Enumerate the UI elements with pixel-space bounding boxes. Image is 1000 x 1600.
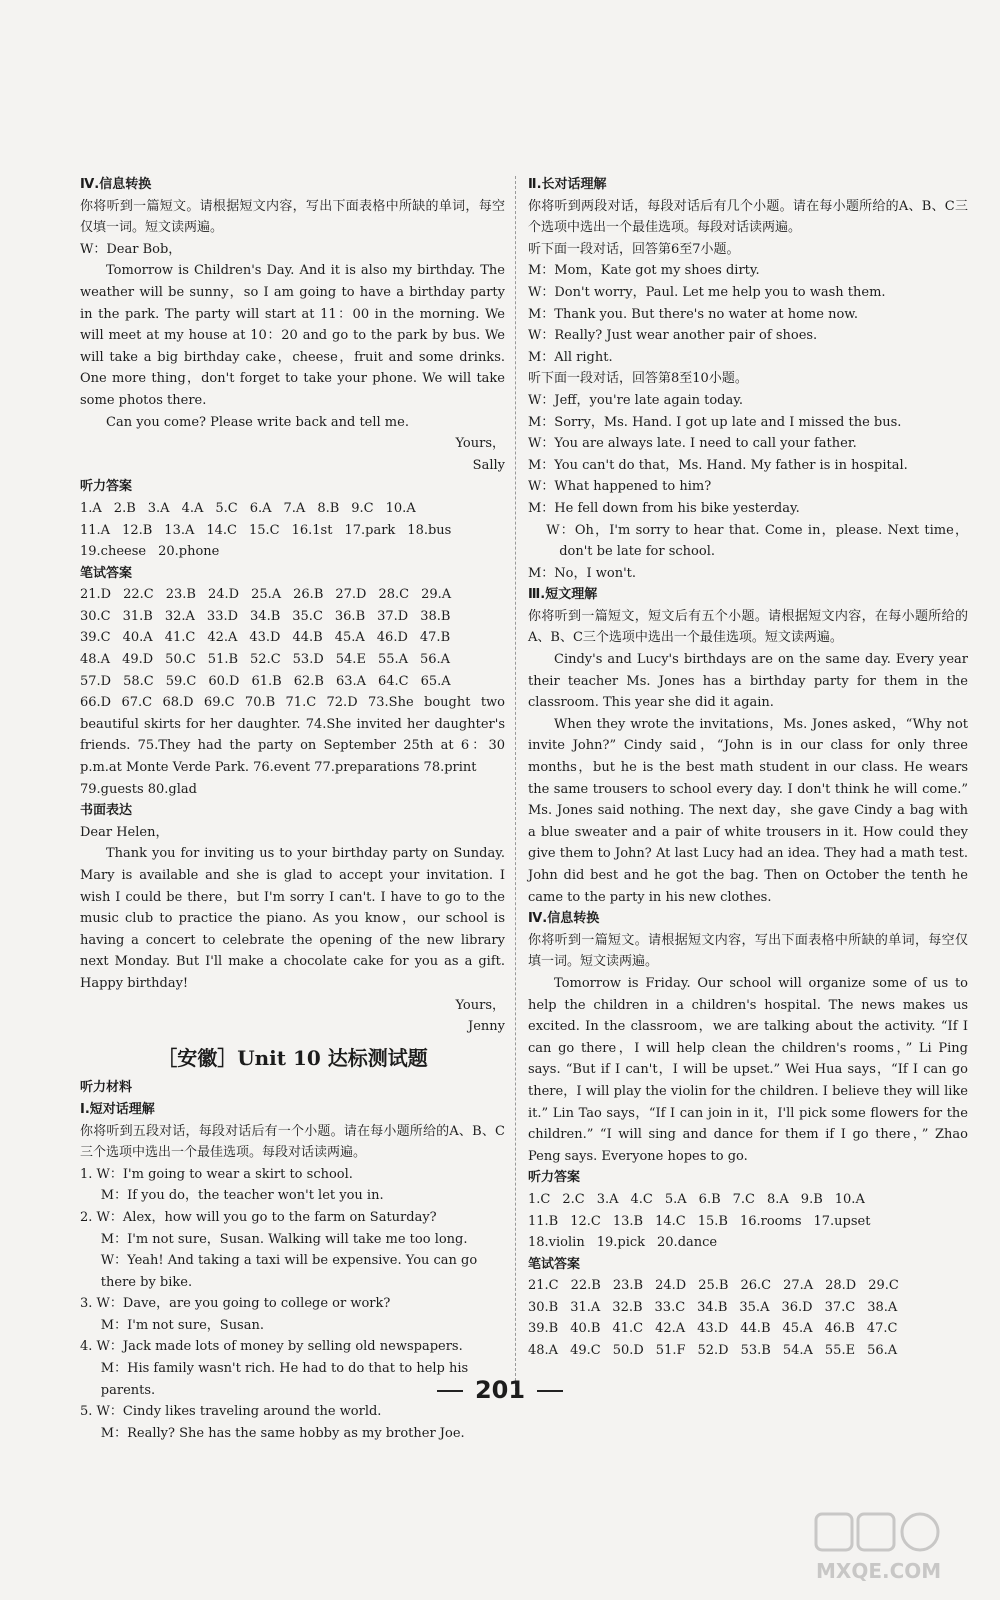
dialog-line: W：Really? Just wear another pair of shoes. — [528, 328, 818, 344]
section-title: Ⅲ.短文理解 — [528, 587, 598, 603]
answer-item: 27.A — [783, 1278, 814, 1294]
answer-item: 41.C — [612, 1321, 644, 1337]
section-instruction: 你将听到一篇短文，短文后有五个小题。请根据短文内容，在每小题所给的A、B、C三个选项中选出一个最佳选项。短文读两遍。 — [528, 608, 968, 646]
page-number — [0, 1376, 1000, 1404]
dialog-line: M：He fell down from his bike yesterday. — [528, 500, 800, 516]
answer-item: 48.A — [528, 1343, 559, 1359]
answer-row — [528, 1340, 968, 1362]
answer-item: 10.A — [834, 1191, 865, 1207]
answer-row — [80, 520, 505, 542]
answer-item: 2.C — [562, 1191, 585, 1207]
letter-greeting: W：Dear Bob， — [80, 241, 182, 257]
section-instruction: 你将听到两段对话，每段对话后有几个小题。请在每小题所给的A、B、C三个选项中选出一个最佳选项。每段对话读两遍。 — [528, 198, 968, 236]
dialog-line: M：You can't do that，Ms. Hand. My father is in hospital. — [528, 457, 908, 473]
listening-answers — [80, 498, 505, 563]
answer-item: 25.B — [698, 1278, 729, 1294]
answer-item: 12.C — [570, 1213, 601, 1229]
answer-row — [80, 498, 505, 520]
answer-item: 36.D — [781, 1299, 813, 1315]
answer-item: 6.B — [698, 1191, 721, 1207]
answer-paragraph: 66.D 67.C 68.D 69.C 70.B 71.C 72.D 73.She bought two beautiful skirts for her daughter. 74.She invited her daughter's friends. 75.They had the party on September 25th at 6：30 p.m.at Monte Verde Park. 76.event 77.preparations 78.print — [80, 695, 505, 776]
answer-row — [80, 541, 505, 563]
answer-item: 9.B — [800, 1191, 823, 1207]
answer-item: 25.A — [251, 587, 282, 603]
answer-item: 36.B — [334, 608, 366, 624]
dialog-line: W：Oh，I'm sorry to hear that. Come in，please. Next time，don't be late for school. — [546, 522, 968, 560]
answer-item: 32.B — [612, 1299, 643, 1315]
watermark-text: MXQE.COM — [816, 1559, 942, 1583]
answer-item: 53.B — [740, 1343, 771, 1359]
answer-item: 56.A — [867, 1343, 898, 1359]
answer-item: 62.B — [293, 673, 324, 689]
letter-paragraph: Tomorrow is Children's Day. And it is also my birthday. The weather will be sunny，so I am going to have a birthday party in the park. The party will start at 11：00 in the morning. We will meet at my house at 10：20 and go to the park by bus. We will take a big birthday cake，cheese，fruit and some drinks. One more thing，don't forget to take your phone. We will take some photos there. — [80, 263, 505, 408]
answer-item: 49.D — [122, 652, 154, 668]
answer-item: 11.A — [80, 522, 111, 538]
dialog-line: W：Don't worry，Paul. Let me help you to wash them. — [528, 284, 886, 300]
listening-answers-title: 听力答案 — [528, 1170, 581, 1186]
answer-item: 21.C — [528, 1278, 559, 1294]
answer-item: 26.C — [740, 1278, 772, 1294]
answer-item: 57.D — [80, 673, 112, 689]
listening-answers — [528, 1189, 968, 1254]
answer-item: 46.B — [824, 1321, 855, 1337]
answer-item: 22.B — [570, 1278, 601, 1294]
answer-item: 32.A — [164, 608, 195, 624]
answer-item: 55.A — [377, 652, 408, 668]
answer-item: 4.A — [181, 500, 204, 516]
answer-item: 63.A — [335, 673, 366, 689]
answer-item: 46.D — [376, 630, 408, 646]
answer-item: 12.B — [122, 522, 153, 538]
section-instruction: 你将听到一篇短文。请根据短文内容，写出下面表格中所缺的单词，每空仅填一词。短文读两遍。 — [80, 198, 505, 236]
answer-item: 39.B — [528, 1321, 559, 1337]
dialog-intro: 听下面一段对话，回答第6至7小题。 — [528, 241, 740, 257]
answer-item: 14.C — [206, 522, 237, 538]
dialog-line: M：If you do，the teacher won't let you in. — [100, 1188, 384, 1204]
answer-item: 34.B — [697, 1299, 728, 1315]
answer-row — [528, 1318, 968, 1340]
answer-item: 16.rooms — [739, 1213, 802, 1229]
answer-item: 26.B — [293, 587, 324, 603]
letter-signature: Sally — [472, 457, 505, 473]
answer-item: 35.C — [292, 608, 323, 624]
answer-item: 41.C — [164, 630, 196, 646]
answer-item: 16.1st — [291, 522, 333, 538]
answer-item: 65.A — [420, 673, 451, 689]
answer-item: 13.A — [164, 522, 195, 538]
answer-item: 42.A — [207, 630, 238, 646]
answer-item: 38.B — [420, 608, 451, 624]
dialog-line: M：Really? She has the same hobby as my brother Joe. — [100, 1425, 465, 1441]
answer-row — [528, 1189, 968, 1211]
written-answers-title: 笔试答案 — [80, 565, 133, 581]
answer-item: 30.C — [80, 608, 111, 624]
answer-item: 20.dance — [657, 1235, 718, 1251]
unit-title: ［安徽］Unit 10 达标测试题 — [157, 1045, 428, 1070]
answer-item: 11.B — [528, 1213, 559, 1229]
material-title: 听力材料 — [80, 1080, 133, 1096]
answer-item: 40.B — [570, 1321, 601, 1337]
dialog-line: M：Mom，Kate got my shoes dirty. — [528, 263, 760, 279]
answer-item: 24.D — [207, 587, 240, 603]
section-title: Ⅱ.长对话理解 — [528, 177, 607, 192]
answer-row — [80, 606, 505, 628]
answer-item: 51.B — [207, 652, 239, 668]
column-divider — [515, 176, 516, 1396]
answer-item: 18.bus — [407, 522, 452, 538]
dialog-line: W：You are always late. I need to call your father. — [528, 436, 857, 452]
answer-item: 39.C — [80, 630, 111, 646]
page-number-dash — [437, 1390, 463, 1392]
answer-item: 8.A — [767, 1191, 789, 1207]
answer-item: 52.D — [697, 1343, 729, 1359]
passage-paragraph: When they wrote the invitations，Ms. Jones asked，“Why not invite John?” Cindy said，“John is in our class for only three months，but he is the best math student in our class. He wears the same trousers to school every day. I don't think he will come.” Ms. Jones said nothing. The next day，she gave Cindy a bag with a blue sweater and a pair of white trousers in it. How could they give them to John? At last Lucy had an idea. They had a math test. John did best and he got the bag. Then on October the tenth he came to the party in his new clothes. — [528, 716, 968, 905]
section-instruction: 你将听到五段对话，每段对话后有一个小题。请在每小题所给的A、B、C三个选项中选出一个最佳选项。每段对话读两遍。 — [80, 1123, 505, 1161]
answer-item: 3.A — [147, 500, 170, 516]
dialog-line: 1. W：I'm going to wear a skirt to school. — [80, 1166, 353, 1182]
answer-item: 38.A — [867, 1299, 898, 1315]
answer-row — [528, 1211, 968, 1233]
dialog-line: W：Yeah! And taking a taxi will be expensive. You can go there by bike. — [100, 1253, 478, 1290]
passage-paragraph: Cindy's and Lucy's birthdays are on the same day. Every year their teacher Ms. Jones has a birthday party for them in the classroom. This year she did it again. — [528, 652, 968, 711]
answer-item: 44.B — [292, 630, 323, 646]
answer-item: 14.C — [655, 1213, 686, 1229]
answer-row — [528, 1232, 968, 1254]
answer-item: 6.A — [249, 500, 272, 516]
answer-item: 43.D — [697, 1321, 729, 1337]
answer-item: 52.C — [250, 652, 281, 668]
dialog-line: M：All right. — [528, 349, 613, 365]
answer-item: 24.D — [655, 1278, 687, 1294]
page-number-dash — [537, 1390, 563, 1392]
dialog-line: M：His family wasn't rich. He had to do that to help his parents. — [100, 1361, 469, 1398]
answer-item: 55.E — [824, 1343, 856, 1359]
section-instruction: 你将听到一篇短文。请根据短文内容，写出下面表格中所缺的单词，每空仅填一词。短文读两遍。 — [528, 932, 968, 970]
answer-item: 53.D — [292, 652, 324, 668]
answer-item: 17.upset — [813, 1213, 871, 1229]
answer-item: 34.B — [250, 608, 281, 624]
right-column — [528, 174, 968, 1362]
answer-item: 10.A — [385, 500, 416, 516]
answer-row — [80, 627, 505, 649]
letter-closing: Yours， — [455, 436, 505, 452]
answer-item: 15.C — [248, 522, 280, 538]
answer-item: 23.B — [612, 1278, 644, 1294]
answer-item: 59.C — [165, 673, 197, 689]
answer-item: 45.A — [334, 630, 365, 646]
answer-item: 1.C — [528, 1191, 551, 1207]
answer-item: 31.B — [122, 608, 153, 624]
answer-row — [528, 1297, 968, 1319]
answer-row — [80, 671, 505, 693]
answer-item: 64.C — [378, 673, 409, 689]
answer-item: 13.B — [612, 1213, 644, 1229]
writing-title: 书面表达 — [80, 803, 133, 819]
answer-item: 54.E — [335, 652, 366, 668]
writing-signature: Jenny — [468, 1019, 505, 1035]
answer-item: 40.A — [122, 630, 153, 646]
answer-paragraph: 79.guests 80.glad — [80, 781, 197, 797]
answer-item: 23.B — [165, 587, 196, 603]
answer-item: 8.B — [317, 500, 340, 516]
answer-item: 3.A — [596, 1191, 619, 1207]
answer-item: 5.C — [215, 500, 238, 516]
answer-item: 47.C — [866, 1321, 898, 1337]
dialog-line: M：I'm not sure，Susan. — [100, 1317, 264, 1333]
dialog-line: 4. W：Jack made lots of money by selling old newspapers. — [80, 1339, 463, 1355]
answer-row — [528, 1275, 968, 1297]
answer-item: 61.B — [251, 673, 282, 689]
dialog-line: 5. W：Cindy likes traveling around the world. — [80, 1404, 382, 1420]
written-answers-title: 笔试答案 — [528, 1256, 581, 1272]
answer-item: 17.park — [344, 522, 396, 538]
answer-item: 29.C — [868, 1278, 899, 1294]
passage-paragraph: Tomorrow is Friday. Our school will organize some of us to help the children in a children's hospital. The news makes us excited. In the classroom，we are talking about the activity. “If I can go there，I will help clean the children's rooms，” Li Ping says. “But if I can't，I will be upset.” Wei Hua says，“If I can go there，I will play the violin for the children. I believe they will like it.” Lin Tao says，“If I can join in it，I'll pick some flowers for the children.” “I will sing and dance for them if I go there，” Zhao Peng says. Everyone hopes to go. — [528, 975, 968, 1164]
answer-row — [80, 649, 505, 671]
answer-item: 22.C — [123, 587, 154, 603]
answer-item: 4.C — [630, 1191, 653, 1207]
dialog-line: M：I'm not sure，Susan. Walking will take me too long. — [100, 1231, 468, 1247]
answer-item: 42.A — [655, 1321, 686, 1337]
written-answers — [80, 584, 505, 800]
answer-item: 7.C — [732, 1191, 755, 1207]
answer-item: 37.C — [824, 1299, 856, 1315]
answer-item: 21.D — [80, 587, 112, 603]
answer-item: 50.D — [612, 1343, 644, 1359]
section-title: Ⅳ.信息转换 — [80, 177, 152, 192]
answer-item: 43.D — [249, 630, 281, 646]
answer-item: 9.C — [351, 500, 374, 516]
writing-body: Thank you for inviting us to your birthday party on Sunday. Mary is available and she is glad to accept your invitation. I wish I could be there，but I'm sorry I can't. I have to go to the music club to practice the piano. As you know，our school is having a concert to celebrate the opening of the new library next Monday. But I'll make a chocolate cake for you as a gift. Happy birthday! — [80, 846, 505, 991]
answer-item: 2.B — [113, 500, 136, 516]
page-number-text: 201 — [474, 1376, 526, 1404]
dialog-line: W：What happened to him? — [528, 479, 712, 495]
answer-item: 45.A — [782, 1321, 813, 1337]
answer-item: 15.B — [697, 1213, 728, 1229]
answer-item: 44.B — [740, 1321, 771, 1337]
answer-item: 56.A — [420, 652, 451, 668]
dialog-intro: 听下面一段对话，回答第8至10小题。 — [528, 371, 748, 387]
left-column — [80, 174, 505, 1444]
letter-paragraph: Can you come? Please write back and tell me. — [106, 414, 409, 430]
dialog-line: 3. W：Dave，are you going to college or work? — [80, 1296, 391, 1312]
dialog-line: M：No，I won't. — [528, 565, 637, 581]
answer-item: 29.A — [421, 587, 452, 603]
answer-item: 31.A — [570, 1299, 601, 1315]
writing-closing: Yours， — [455, 997, 505, 1013]
answer-item: 5.A — [664, 1191, 687, 1207]
answer-item: 54.A — [782, 1343, 813, 1359]
answer-item: 47.B — [419, 630, 451, 646]
watermark-logo — [812, 1506, 972, 1586]
answer-item: 58.C — [123, 673, 154, 689]
answer-item: 37.D — [377, 608, 409, 624]
section-title: Ⅰ.短对话理解 — [80, 1101, 155, 1117]
written-answers — [528, 1275, 968, 1361]
answer-item: 28.D — [825, 1278, 857, 1294]
dialog-line: W：Jeff，you're late again today. — [528, 392, 743, 408]
answer-item: 49.C — [570, 1343, 601, 1359]
answer-item: 48.A — [80, 652, 111, 668]
answer-row — [80, 584, 505, 606]
answer-item: 30.B — [528, 1299, 559, 1315]
answer-item: 27.D — [335, 587, 367, 603]
answer-item: 20.phone — [158, 544, 220, 560]
dialog-line: M：Thank you. But there's no water at home now. — [528, 306, 859, 322]
answer-item: 50.C — [165, 652, 196, 668]
listening-answers-title: 听力答案 — [80, 479, 133, 495]
answer-item: 60.D — [208, 673, 240, 689]
section-title: Ⅳ.信息转换 — [528, 911, 600, 927]
dialog-line: 2. W：Alex，how will you go to the farm on Saturday? — [80, 1209, 437, 1225]
writing-greeting: Dear Helen， — [80, 824, 169, 840]
answer-item: 33.D — [206, 608, 239, 624]
answer-item: 33.C — [654, 1299, 686, 1315]
answer-item: 7.A — [283, 500, 306, 516]
answer-item: 19.cheese — [80, 544, 147, 560]
answer-item: 35.A — [739, 1299, 770, 1315]
dialog-line: M：Sorry，Ms. Hand. I got up late and I missed the bus. — [528, 414, 902, 430]
answer-item: 51.F — [655, 1343, 686, 1359]
answer-item: 28.C — [378, 587, 410, 603]
answer-item: 19.pick — [596, 1235, 646, 1251]
answer-item: 1.A — [80, 500, 102, 516]
answer-item: 18.violin — [528, 1235, 585, 1251]
